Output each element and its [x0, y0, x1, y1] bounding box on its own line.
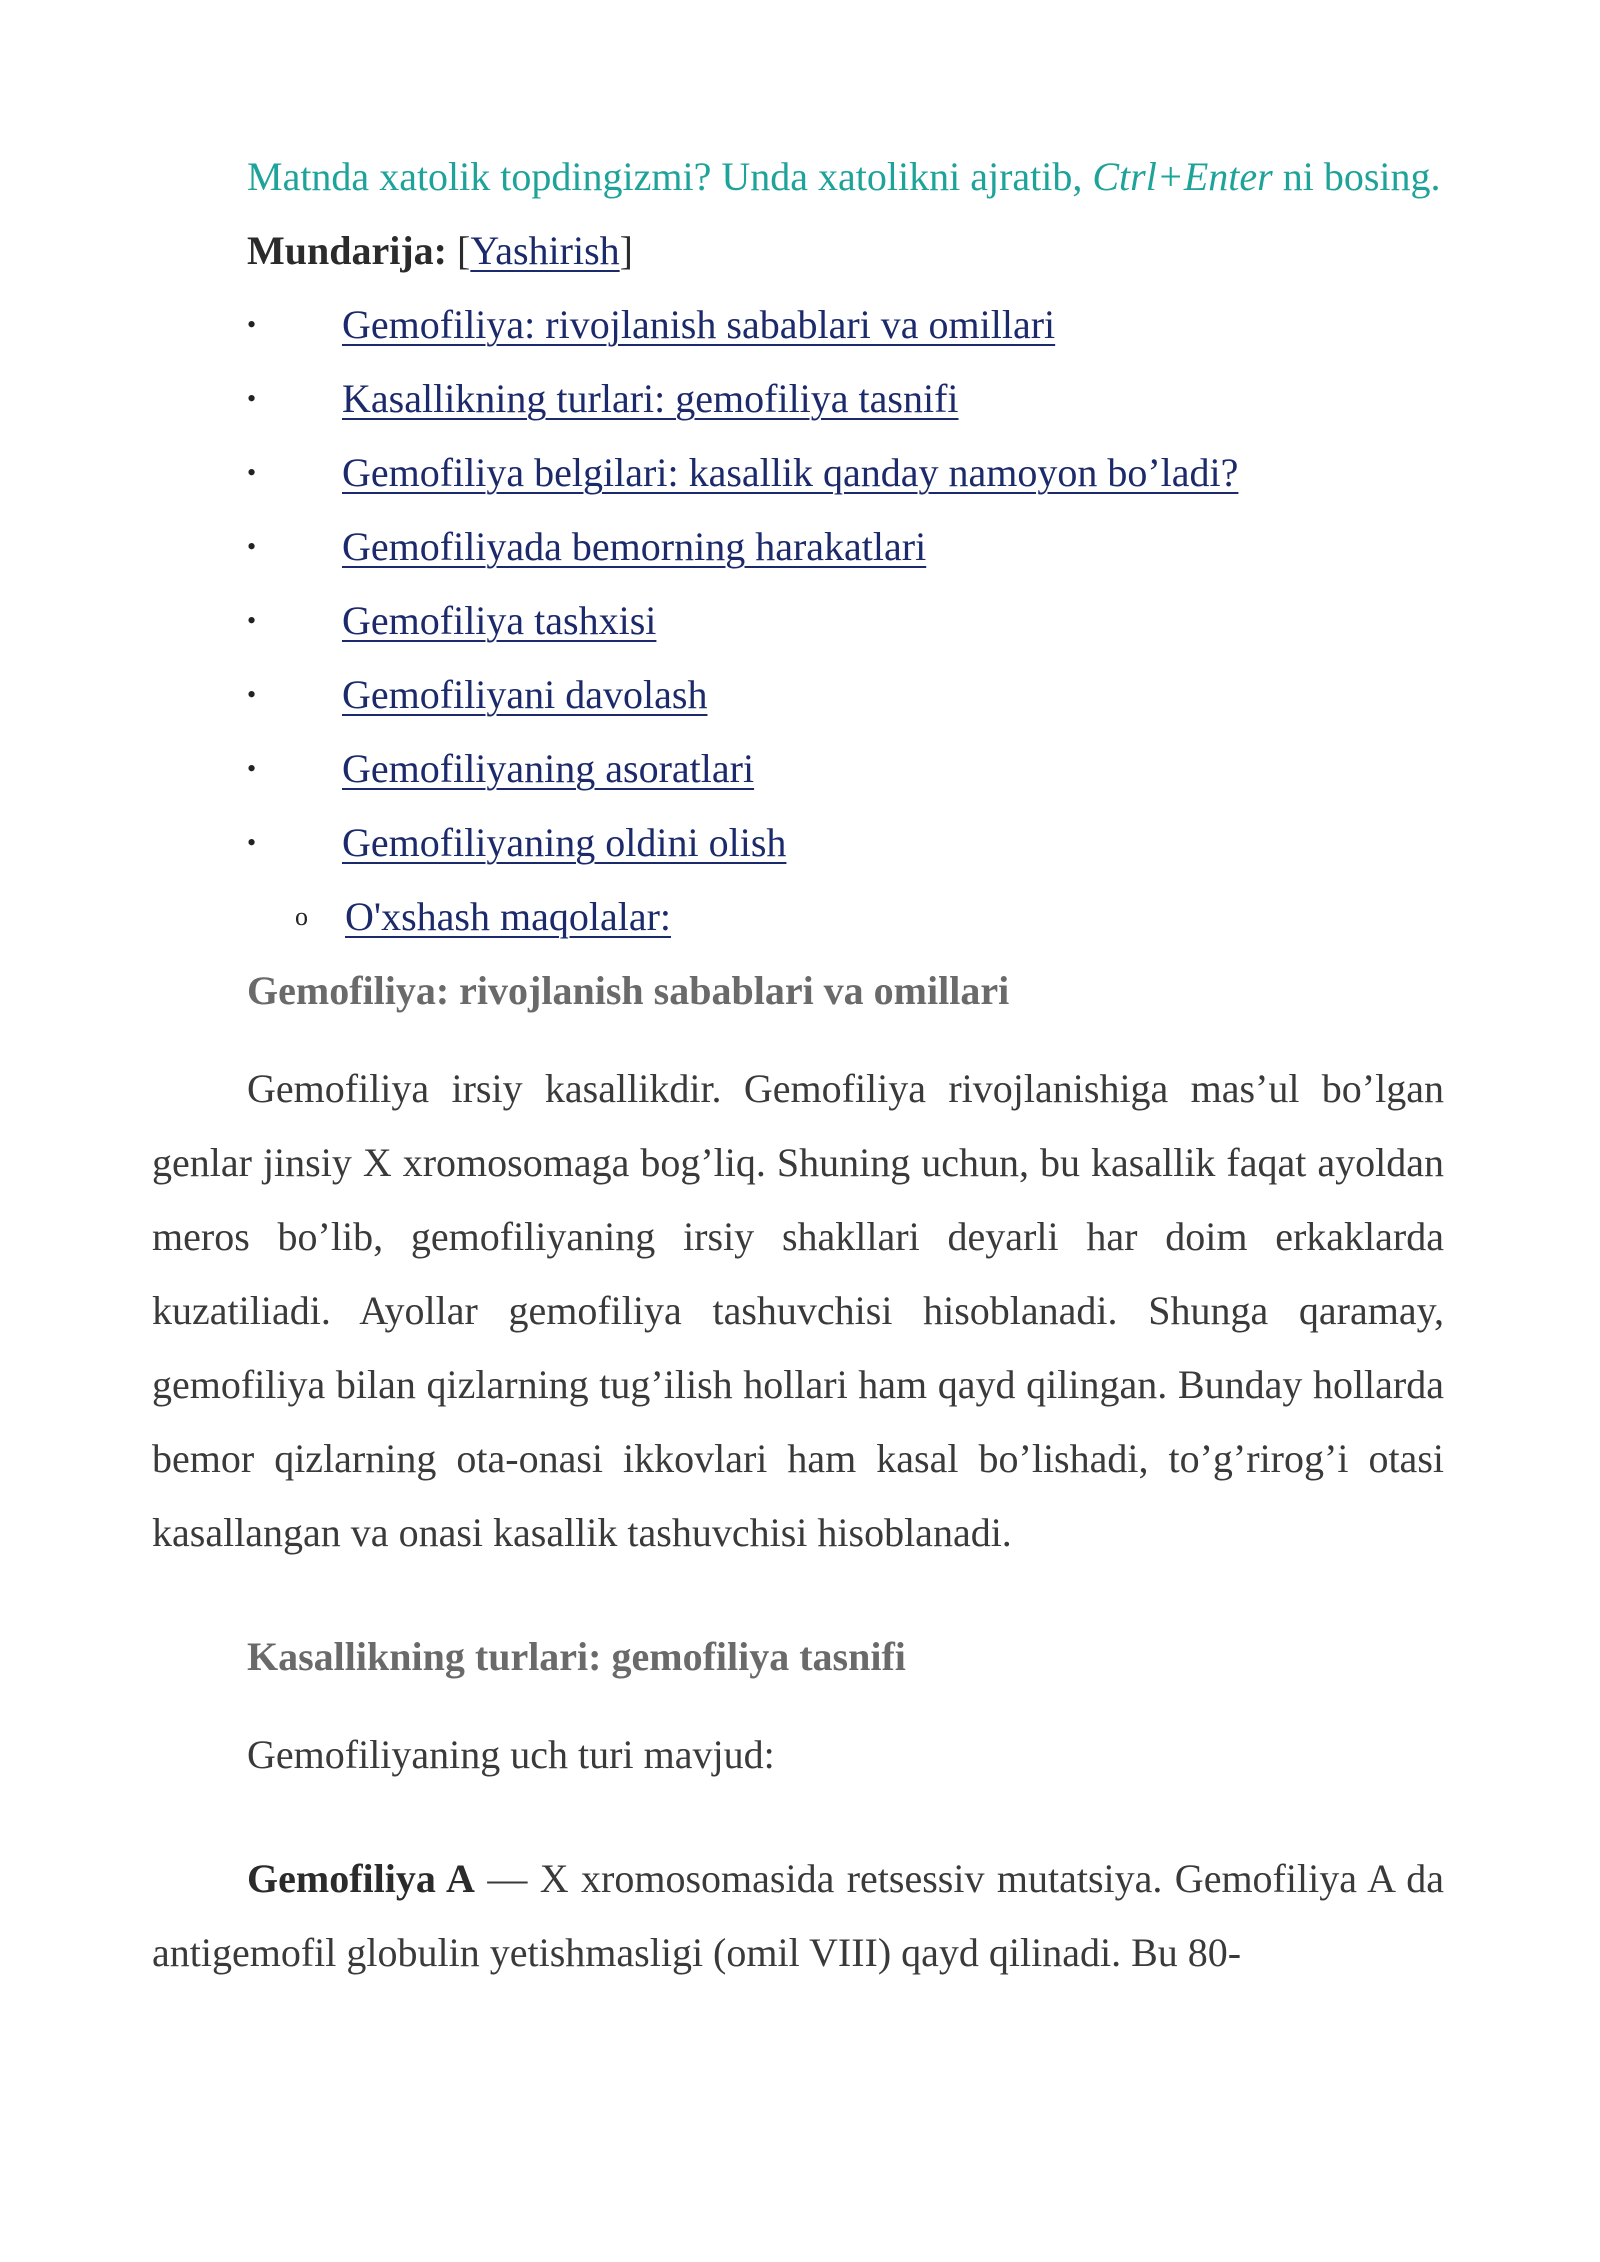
paragraph-hemophilia-a: [152, 1842, 1444, 1990]
toc-sub-item: [152, 880, 1444, 954]
bullet-icon: •: [247, 754, 257, 783]
spacer: [152, 1694, 1444, 1718]
toc-link-types[interactable]: Kasallikning turlari: gemofiliya tasnifi: [342, 376, 959, 421]
toc-link-symptoms[interactable]: Gemofiliya belgilari: kasallik qanday namoyon bo’ladi?: [342, 450, 1239, 495]
document-page: [152, 140, 1444, 1990]
bullet-icon: •: [247, 384, 257, 413]
toc-item: [152, 362, 1444, 436]
error-report-notice: [152, 140, 1444, 214]
bullet-icon: •: [247, 828, 257, 857]
toc-link-prevention[interactable]: Gemofiliyaning oldini olish: [342, 820, 787, 865]
section-heading-causes: Gemofiliya: rivojlanish sabablari va omillari: [247, 968, 1010, 1013]
notice-text-before: Matnda xatolik topdingizmi? Unda xatolikni ajratib,: [247, 154, 1093, 199]
toc-link-causes[interactable]: Gemofiliya: rivojlanish sabablari va omillari: [342, 302, 1056, 347]
toc-label: Mundarija:: [247, 228, 447, 273]
term-hemophilia-a-text: — X xromosomasida retsessiv mutatsiya. Gemofiliya A da antigemofil globulin yetishmasligi (omil VIII) qayd qilinadi. Bu 80-: [152, 1856, 1444, 1975]
toc-item: [152, 288, 1444, 362]
toc-link-treatment[interactable]: Gemofiliyani davolash: [342, 672, 708, 717]
toc-toggle-bracket-open: [: [457, 228, 471, 273]
toc-link-diagnosis[interactable]: Gemofiliya tashxisi: [342, 598, 657, 643]
term-hemophilia-a: Gemofiliya A: [247, 1856, 475, 1901]
bullet-icon: •: [247, 310, 257, 339]
bullet-icon: •: [247, 532, 257, 561]
table-of-contents: [152, 288, 1444, 954]
toc-toggle-link[interactable]: Yashirish: [470, 228, 620, 273]
toc-link-patient-actions[interactable]: Gemofiliyada bemorning harakatlari: [342, 524, 927, 569]
bullet-icon: •: [247, 680, 257, 709]
toc-link-complications[interactable]: Gemofiliyaning asoratlari: [342, 746, 755, 791]
spacer: [152, 1792, 1444, 1842]
toc-header: [152, 214, 1444, 288]
notice-text-after: ni bosing.: [1272, 154, 1441, 199]
toc-item: [152, 436, 1444, 510]
paragraph-types-intro: Gemofiliyaning uch turi mavjud:: [247, 1732, 775, 1777]
toc-link-related-articles[interactable]: O'xshash maqolalar:: [345, 894, 672, 939]
paragraph-causes: Gemofiliya irsiy kasallikdir. Gemofiliya rivojlanishiga mas’ul bo’lgan genlar jinsiy X xromosomaga bog’liq. Shuning uchun, bu kasallik faqat ayoldan meros bo’lib, gemofiliyaning irsiy shakllari deyarli har doim erkaklarda kuzatiliadi. Ayollar gemofiliya tashuvchisi hisoblanadi. Shunga qaramay, gemofiliya bilan qizlarning tug’ilish hollari ham qayd qilingan. Bunday hollarda bemor qizlarning ota-onasi ikkovlari ham kasal bo’lishadi, to’g’rirog’i otasi kasallangan va onasi kasallik tashuvchisi hisoblanadi.: [152, 1066, 1444, 1555]
toc-toggle-bracket-close: ]: [619, 228, 633, 273]
circle-bullet-icon: o: [295, 902, 308, 931]
toc-item: [152, 510, 1444, 584]
spacer: [152, 1028, 1444, 1052]
bullet-icon: •: [247, 606, 257, 635]
toc-item: [152, 584, 1444, 658]
bullet-icon: •: [247, 458, 257, 487]
toc-item: [152, 658, 1444, 732]
toc-item: [152, 732, 1444, 806]
spacer: [152, 1570, 1444, 1620]
keyboard-shortcut: Ctrl+Enter: [1092, 154, 1273, 199]
toc-item: [152, 806, 1444, 880]
section-heading-types: Kasallikning turlari: gemofiliya tasnifi: [247, 1634, 906, 1679]
